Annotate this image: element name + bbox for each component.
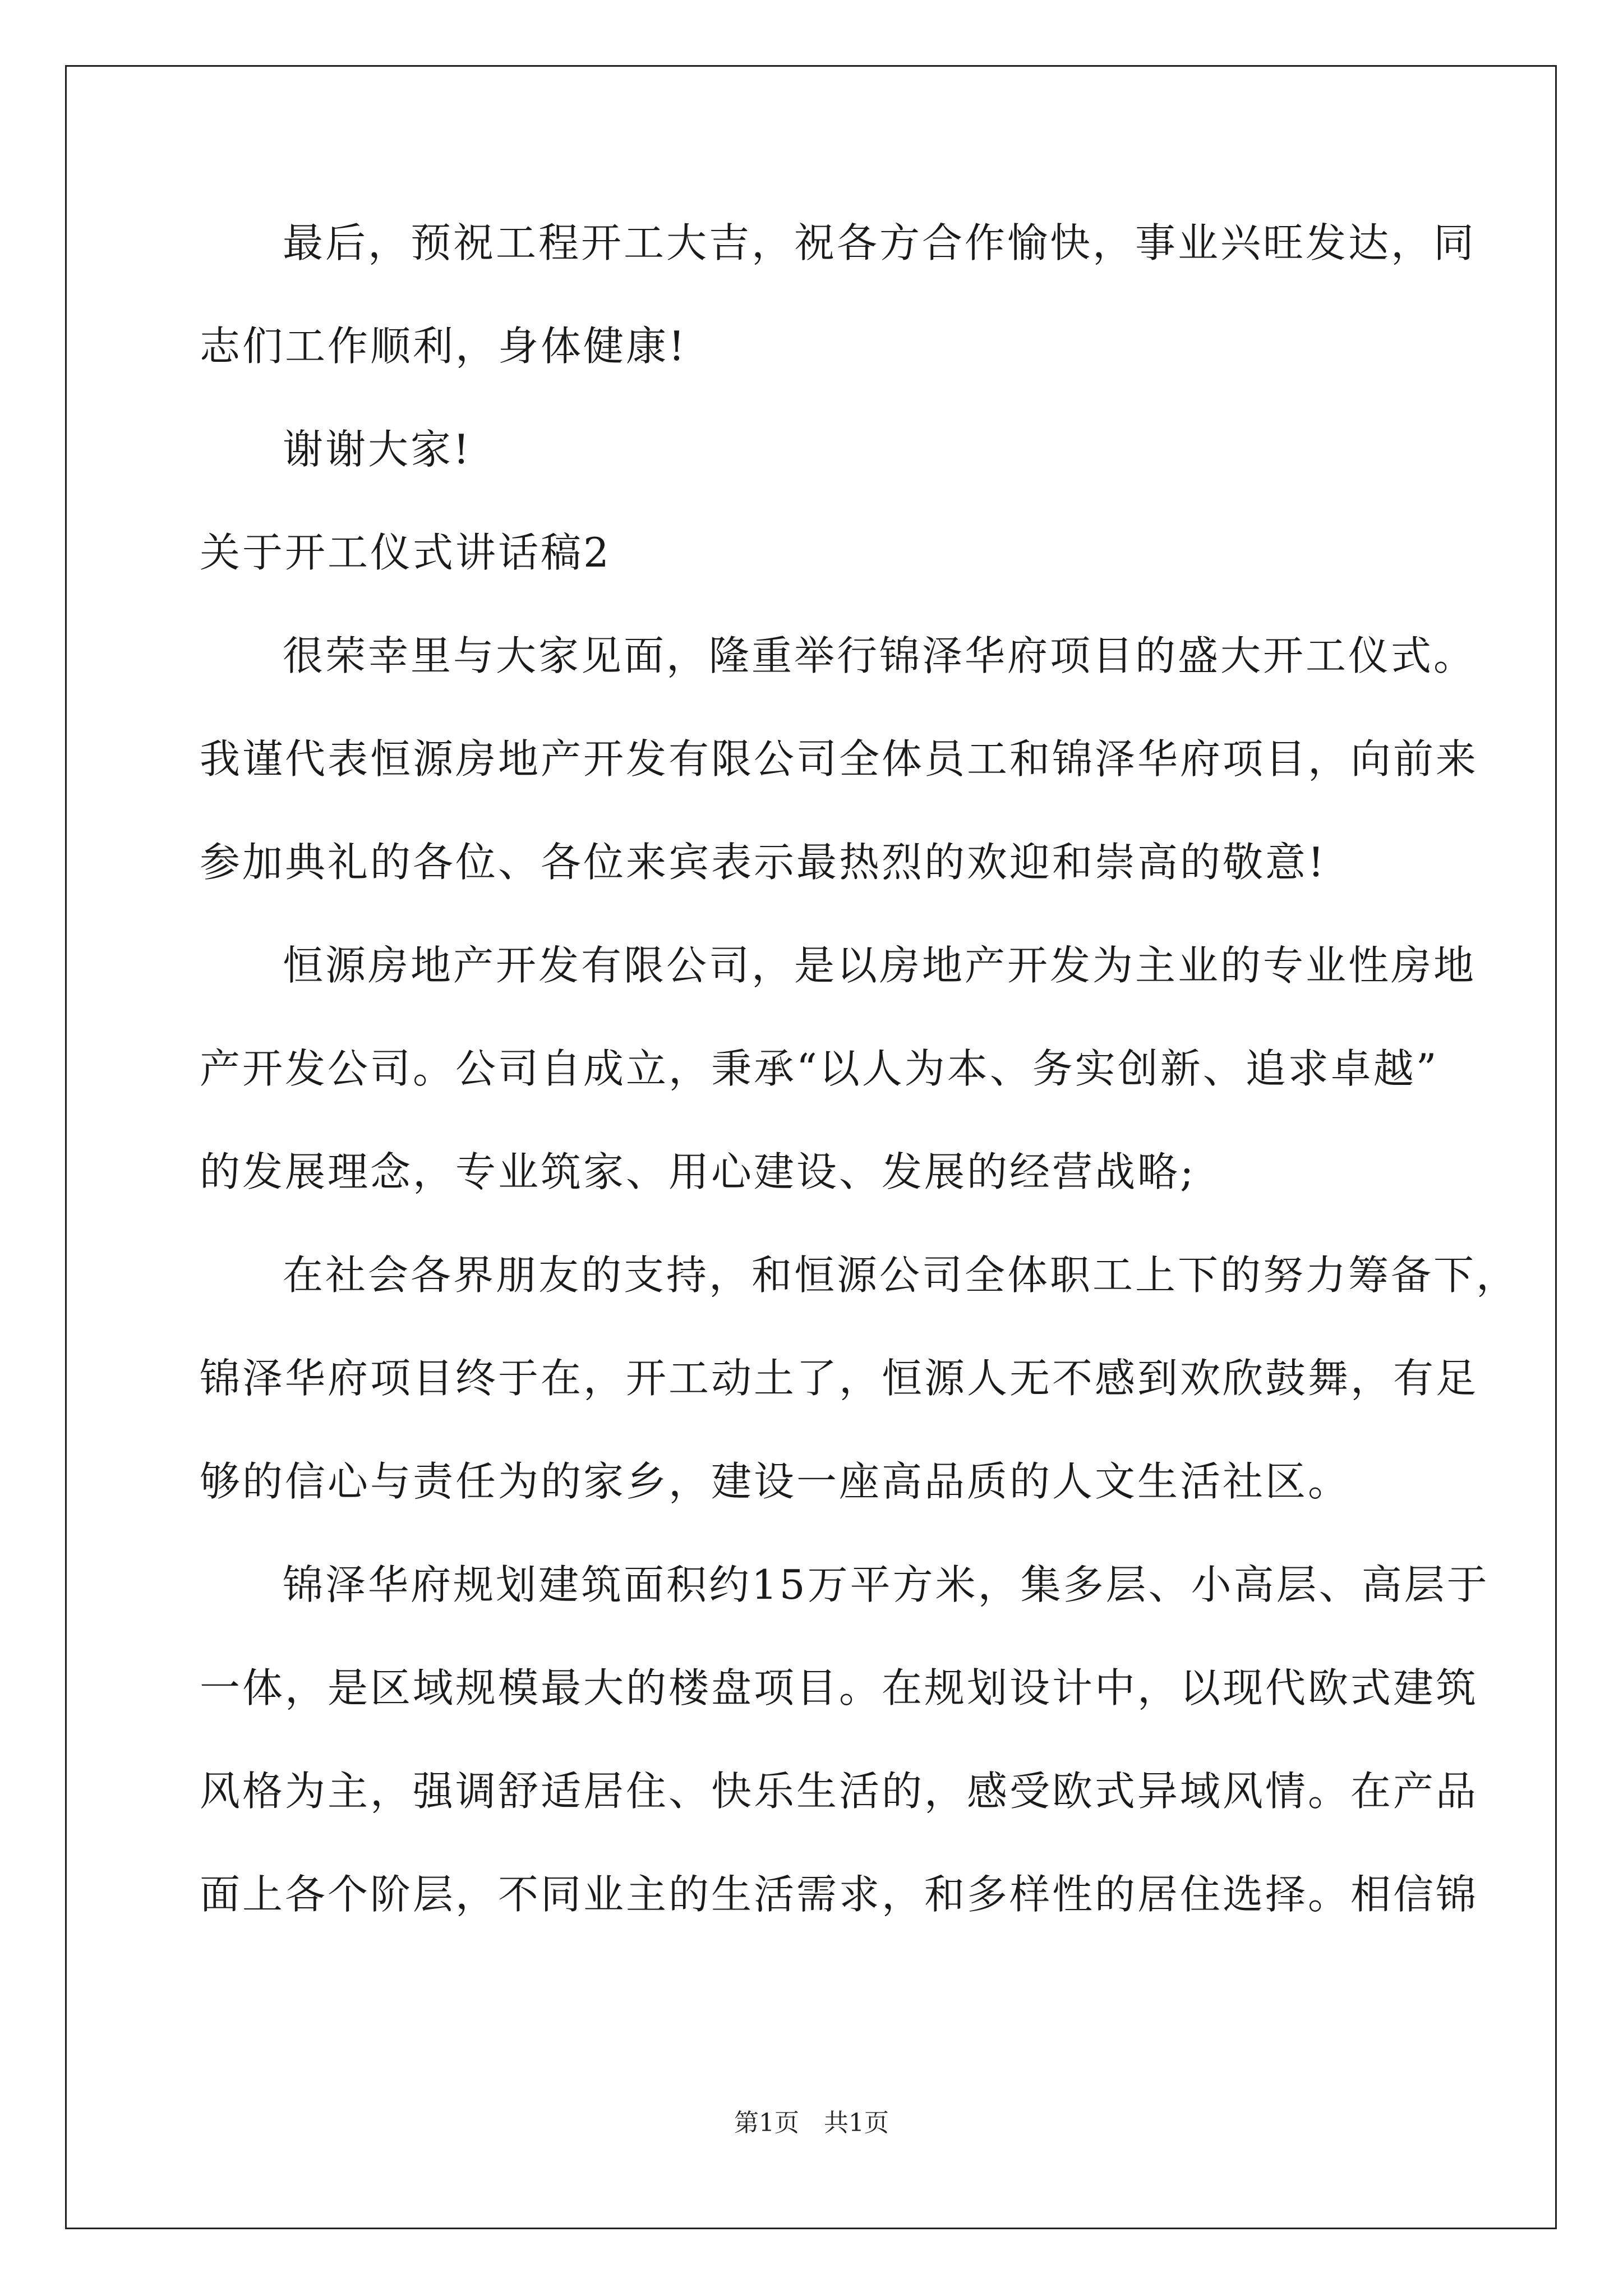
text-line: 很荣幸里与大家见面，隆重举行锦泽华府项目的盛大开工仪式。 — [283, 632, 1477, 679]
text-line: 我谨代表恒源房地产开发有限公司全体员工和锦泽华府项目，向前来 — [200, 735, 1479, 783]
text-line: 谢谢大家! — [283, 426, 472, 473]
text-line: 产开发公司。公司自成立，秉承“以人为本、务实创新、追求卓越” — [200, 1045, 1439, 1092]
text-line: 志们工作顺利，身体健康! — [200, 323, 687, 370]
section-heading: 关于开工仪式讲话稿2 — [200, 529, 611, 576]
text-line: 锦泽华府规划建筑面积约15万平方米，集多层、小高层、高层于 — [283, 1561, 1490, 1608]
text-line: 恒源房地产开发有限公司，是以房地产开发为主业的专业性房地 — [283, 942, 1477, 989]
text-line: 够的信心与责任为的家乡，建设一座高品质的人文生活社区。 — [200, 1458, 1351, 1505]
page-number: 第1页 共1页 — [734, 2109, 889, 2137]
text-line: 面上各个阶层，不同业主的生活需求，和多样性的居住选择。相信锦 — [200, 1871, 1479, 1918]
text-line: 参加典礼的各位、各位来宾表示最热烈的欢迎和崇高的敬意! — [200, 839, 1326, 886]
text-line: 风格为主，强调舒适居住、快乐生活的，感受欧式异域风情。在产品 — [200, 1768, 1479, 1815]
text-line: 在社会各界朋友的支持，和恒源公司全体职工上下的努力筹备下， — [283, 1251, 1519, 1299]
text-line: 最后，预祝工程开工大吉，祝各方合作愉快，事业兴旺发达，同 — [283, 219, 1477, 266]
text-line: 锦泽华府项目终于在，开工动土了，恒源人无不感到欢欣鼓舞，有足 — [200, 1355, 1479, 1402]
text-line: 的发展理念，专业筑家、用心建设、发展的经营战略; — [200, 1148, 1196, 1195]
text-line: 一体，是区域规模最大的楼盘项目。在规划设计中，以现代欧式建筑 — [200, 1664, 1479, 1711]
